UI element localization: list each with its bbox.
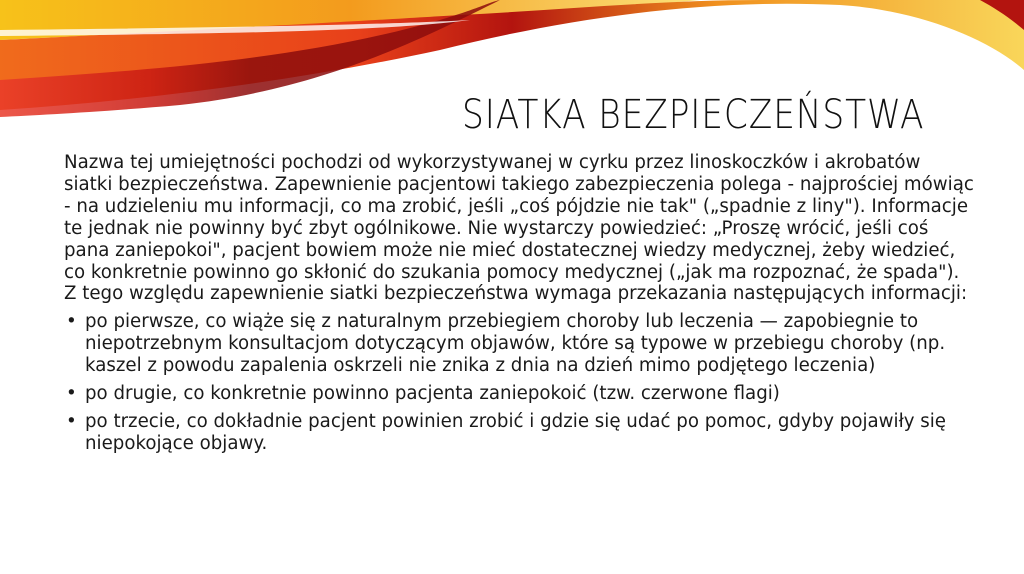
list-item-text: po drugie, co konkretnie powinno pacjenta zaniepokoić (tzw. czerwone flagi) [85,383,780,405]
list-item [64,311,974,377]
bullet-icon: • [66,383,77,405]
slide-title: SIATKA BEZPIECZEŃSTWA [462,92,925,138]
bullet-list [64,311,974,454]
list-item-text: po trzecie, co dokładnie pacjent powinien zrobić i gdzie się udać po pomoc, gdyby pojawiły się niepokojące objawy. [85,410,947,454]
bullet-icon: • [66,410,77,432]
list-item-text: po pierwsze, co wiąże się z naturalnym przebiegiem choroby lub leczenia — zapobiegnie to niepotrzebnym konsultacjom dotyczącym objawów, które są typowe w przebiegu choroby (np. kaszel z powodu zapalenia oskrzeli nie znika z dnia na dzień mimo podjętego leczenia) [85,311,946,377]
intro-paragraph: Nazwa tej umiejętności pochodzi od wykorzystywanej w cyrku przez linoskoczków i akrobatów siatki bezpieczeństwa. Zapewnienie pacjentowi takiego zabezpieczenia polega - najprościej mówiąc - na udzieleniu mu informacji, co ma zrobić, jeśli „coś pójdzie nie tak" („spadnie z liny"). Informacje te jednak nie powinny być zbyt ogólnikowe. Nie wystarczy powiedzieć: „Proszę wrócić, jeśli coś pana zaniepokoi", pacjent bowiem może nie mieć dostatecznej wiedzy medycznej, żeby wiedzieć, co konkretnie powinno go skłonić do szukania pomocy medycznej („jak ma rozpoznać, że spada"). Z tego względu zapewnienie siatki bezpieczeństwa wymaga przekazania następujących informacji: [64,152,974,305]
list-item [64,383,974,405]
slide-body [64,152,974,461]
list-item [64,411,974,455]
bullet-icon: • [66,311,77,333]
